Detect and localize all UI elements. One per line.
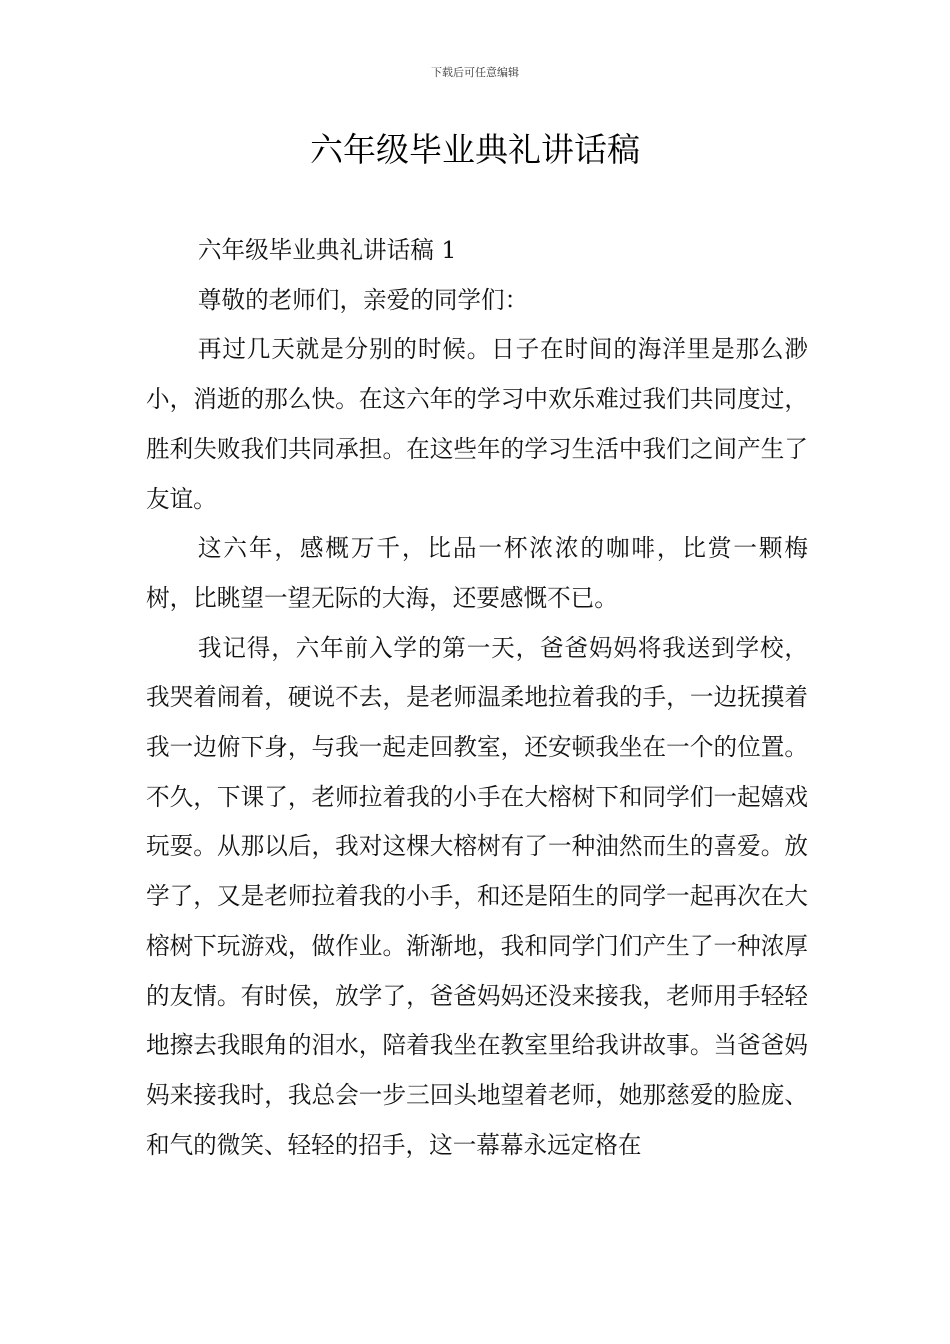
section-heading: 六年级毕业典礼讲话稿 1 xyxy=(197,236,457,264)
document-body xyxy=(146,226,808,1170)
body-paragraph: 我记得，六年前入学的第一天，爸爸妈妈将我送到学校，我哭着闹着，硬说不去，是老师温柔地拉着我的手，一边抚摸着我一边俯下身，与我一起走回教室，还安顿我坐在一个的位置。不久，下课了，老师拉着我的小手在大榕树下和同学们一起嬉戏玩耍。从那以后，我对这棵大榕树有了一种油然而生的喜爱。放学了，又是老师拉着我的小手，和还是陌生的同学一起再次在大榕树下玩游戏，做作业。渐渐地，我和同学门们产生了一种浓厚的友情。有时侯，放学了，爸爸妈妈还没来接我，老师用手轻轻地擦去我眼角的泪水，陪着我坐在教室里给我讲故事。当爸爸妈妈来接我时，我总会一步三回头地望着老师，她那慈爱的脸庞、和气的微笑、轻轻的招手，这一幕幕永远定格在 xyxy=(146,633,808,1159)
document-title: 六年级毕业典礼讲话稿 xyxy=(310,130,640,169)
header-note: 下载后可任意编辑 xyxy=(431,66,519,79)
body-paragraph: 再过几天就是分别的时候。日子在时间的海洋里是那么渺小，消逝的那么快。在这六年的学习中欢乐难过我们共同度过，胜利失败我们共同承担。在这些年的学习生活中我们之间产生了友谊。 xyxy=(146,335,808,513)
body-paragraph: 这六年，感概万千，比品一杯浓浓的咖啡，比赏一颗梅树，比眺望一望无际的大海，还要感慨不已。 xyxy=(146,534,808,612)
salutation: 尊敬的老师们，亲爱的同学们： xyxy=(197,285,529,314)
